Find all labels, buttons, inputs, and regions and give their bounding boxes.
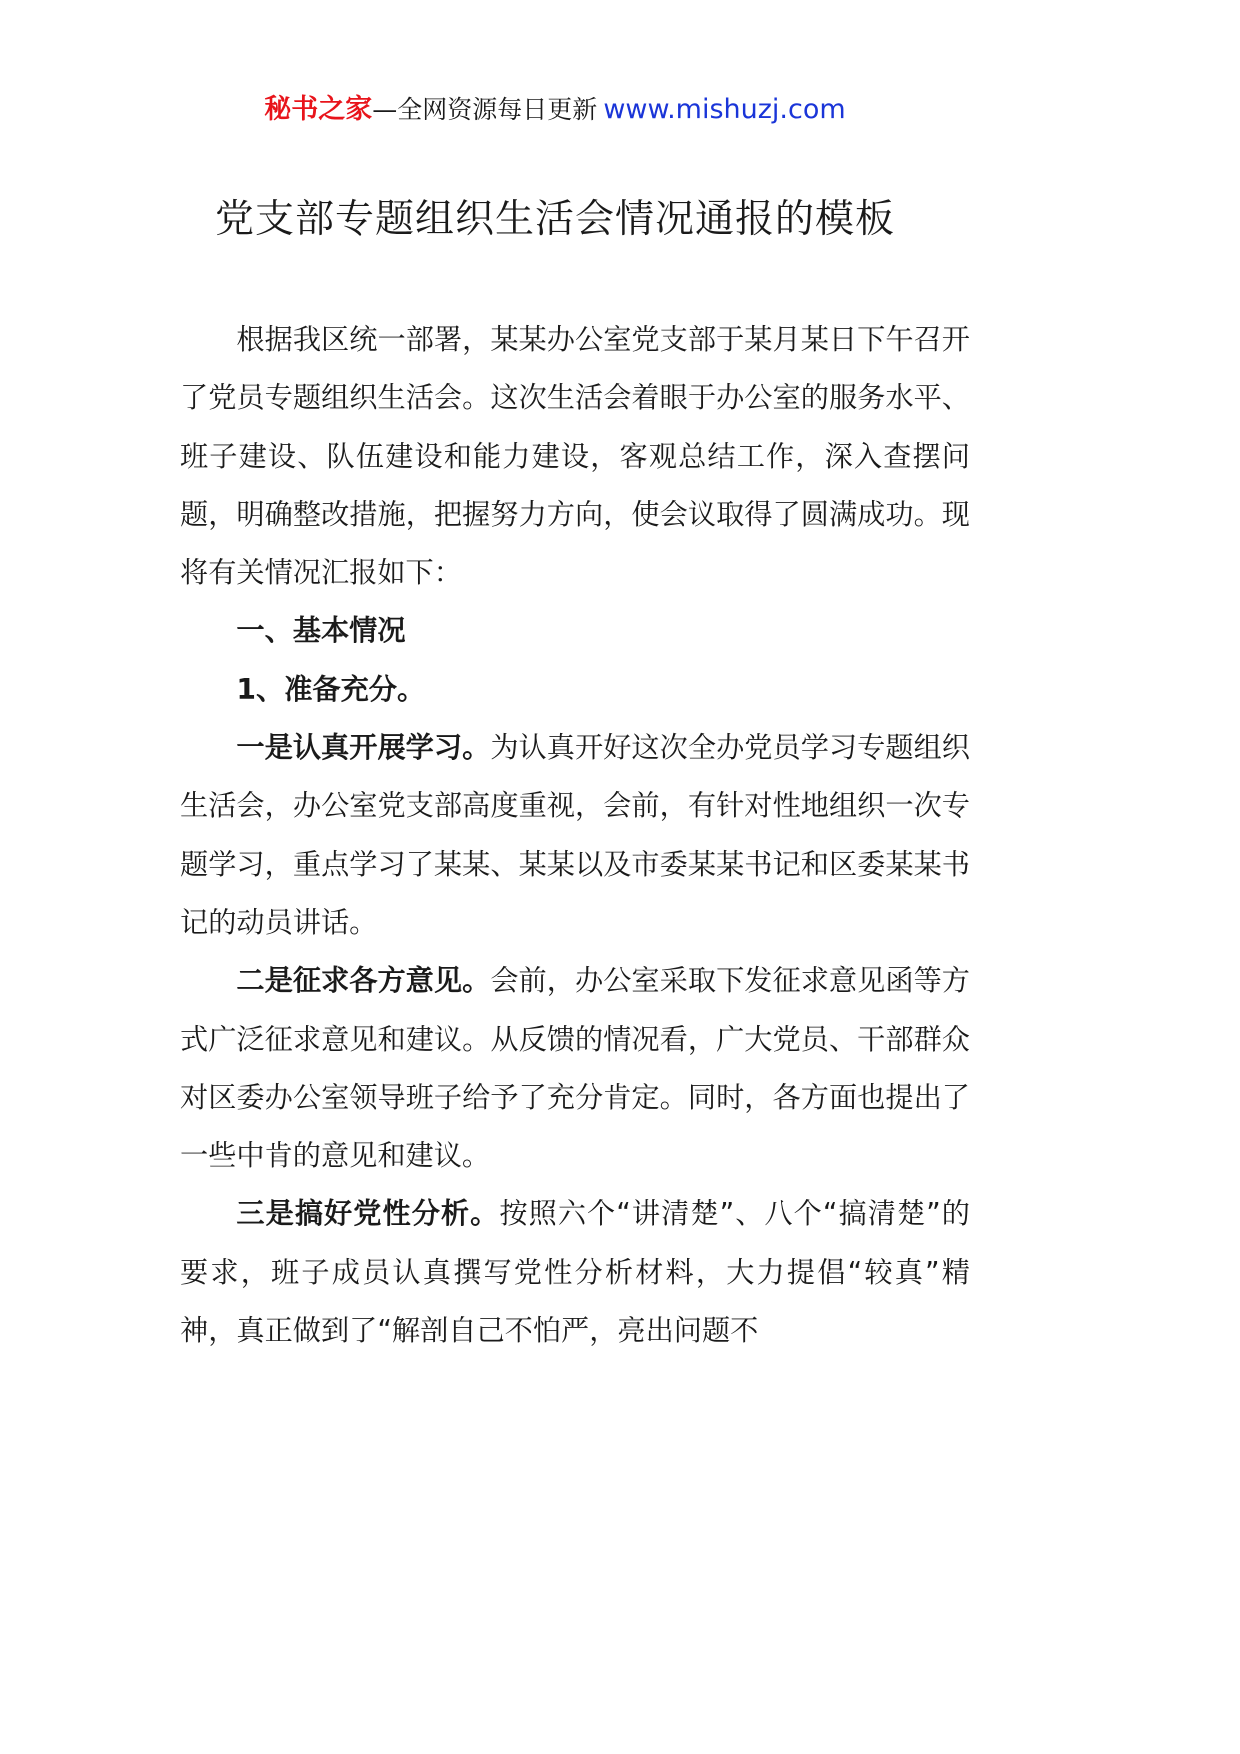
item-paragraph-opinions (180, 952, 970, 1185)
item-paragraph-study (180, 719, 970, 952)
intro-paragraph: 根据我区统一部署，某某办公室党支部于某月某日下午召开了党员专题组织生活会。这次生活会着眼于办公室的服务水平、班子建设、队伍建设和能力建设，客观总结工作，深入查摆问题，明确整改措施，把握努力方向，使会议取得了圆满成功。现将有关情况汇报如下： (180, 323, 970, 590)
section-heading-basic-situation: 一、基本情况 (236, 614, 406, 648)
item-text-study: 为认真开好这次全办党员学习专题组织生活会，办公室党支部高度重视，会前，有针对性地组织一次专题学习，重点学习了某某、某某以及市委某某书记和区委某某书记的动员讲话。 (180, 731, 970, 939)
site-brand: 秘书之家 (264, 94, 373, 125)
subsection-heading-preparation: 1、准备充分。 (236, 672, 426, 706)
document-body (180, 311, 970, 1360)
item-lead-party-analysis: 三是搞好党性分析。 (236, 1197, 500, 1231)
site-url-link[interactable]: www.mishuzj.com (603, 94, 846, 125)
item-text-party-analysis: 按照六个“讲清楚”、八个“搞清楚”的要求，班子成员认真撰写党性分析材料，大力提倡“较真”精神，真正做到了“解剖自己不怕严，亮出问题不 (180, 1197, 970, 1348)
site-banner (0, 88, 1110, 132)
item-lead-opinions: 二是征求各方意见。 (236, 964, 491, 998)
item-lead-study: 一是认真开展学习。 (236, 731, 491, 765)
item-paragraph-party-analysis (180, 1185, 970, 1360)
item-text-opinions: 会前，办公室采取下发征求意见函等方式广泛征求意见和建议。从反馈的情况看，广大党员、干部群众对区委办公室领导班子给予了充分肯定。同时，各方面也提出了一些中肯的意见和建议。 (180, 964, 970, 1173)
document-title: 党支部专题组织生活会情况通报的模板 (214, 197, 895, 242)
site-tagline: —全网资源每日更新 (372, 95, 598, 124)
